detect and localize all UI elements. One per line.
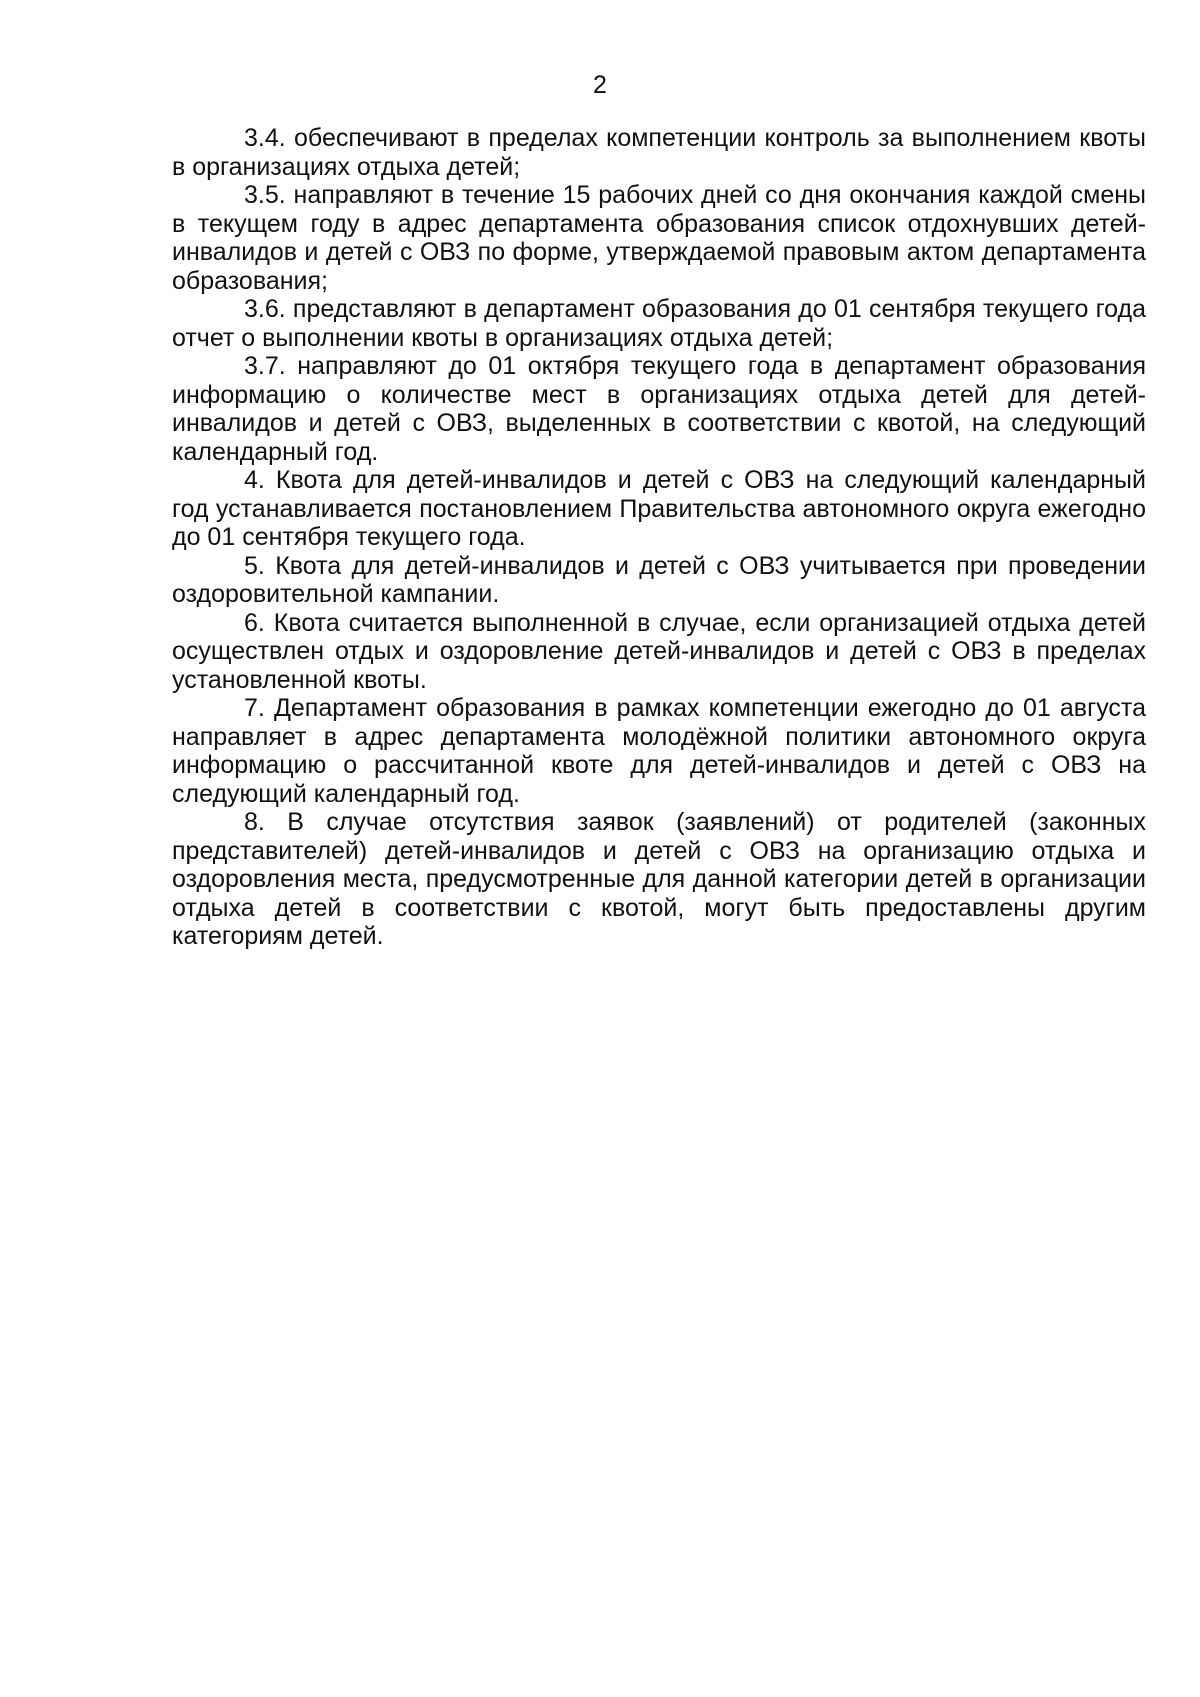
paragraph-3-5: 3.5. направляют в течение 15 рабочих дней со дня окончания каждой смены в текущем году в адрес департамента образования список отдохнувших детей-инвалидов и детей с ОВЗ по форме, утверждаемой правовым актом департамента образования;	[172, 181, 1146, 295]
paragraph-7: 7. Департамент образования в рамках компетенции ежегодно до 01 августа направляет в адрес департамента молодёжной политики автономного округа информацию о рассчитанной квоте для детей-инвалидов и детей с ОВЗ на следующий календарный год.	[172, 694, 1146, 808]
document-body	[172, 124, 1146, 951]
paragraph-6: 6. Квота считается выполненной в случае, если организацией отдыха детей осуществлен отдых и оздоровление детей-инвалидов и детей с ОВЗ в пределах установленной квоты.	[172, 608, 1146, 694]
paragraph-3-6: 3.6. представляют в департамент образования до 01 сентября текущего года отчет о выполнении квоты в организациях отдыха детей;	[172, 295, 1146, 352]
paragraph-3-7: 3.7. направляют до 01 октября текущего года в департамент образования информацию о количестве мест в организациях отдыха детей для детей-инвалидов и детей с ОВЗ, выделенных в соответствии с квотой, на следующий календарный год.	[172, 352, 1146, 466]
page-number: 2	[593, 71, 607, 99]
paragraph-3-4: 3.4. обеспечивают в пределах компетенции контроль за выполнением квоты в организациях отдыха детей;	[172, 124, 1146, 181]
paragraph-4: 4. Квота для детей-инвалидов и детей с ОВЗ на следующий календарный год устанавливается постановлением Правительства автономного округа ежегодно до 01 сентября текущего года.	[172, 466, 1146, 551]
paragraph-5: 5. Квота для детей-инвалидов и детей с ОВЗ учитывается при проведении оздоровительной кампании.	[172, 551, 1146, 608]
paragraph-8: 8. В случае отсутствия заявок (заявлений) от родителей (законных представителей) детей-инвалидов и детей с ОВЗ на организацию отдыха и оздоровления места, предусмотренные для данной категории детей в организации отдыха детей в соответствии с квотой, могут быть предоставлены другим категориям детей.	[172, 808, 1146, 950]
